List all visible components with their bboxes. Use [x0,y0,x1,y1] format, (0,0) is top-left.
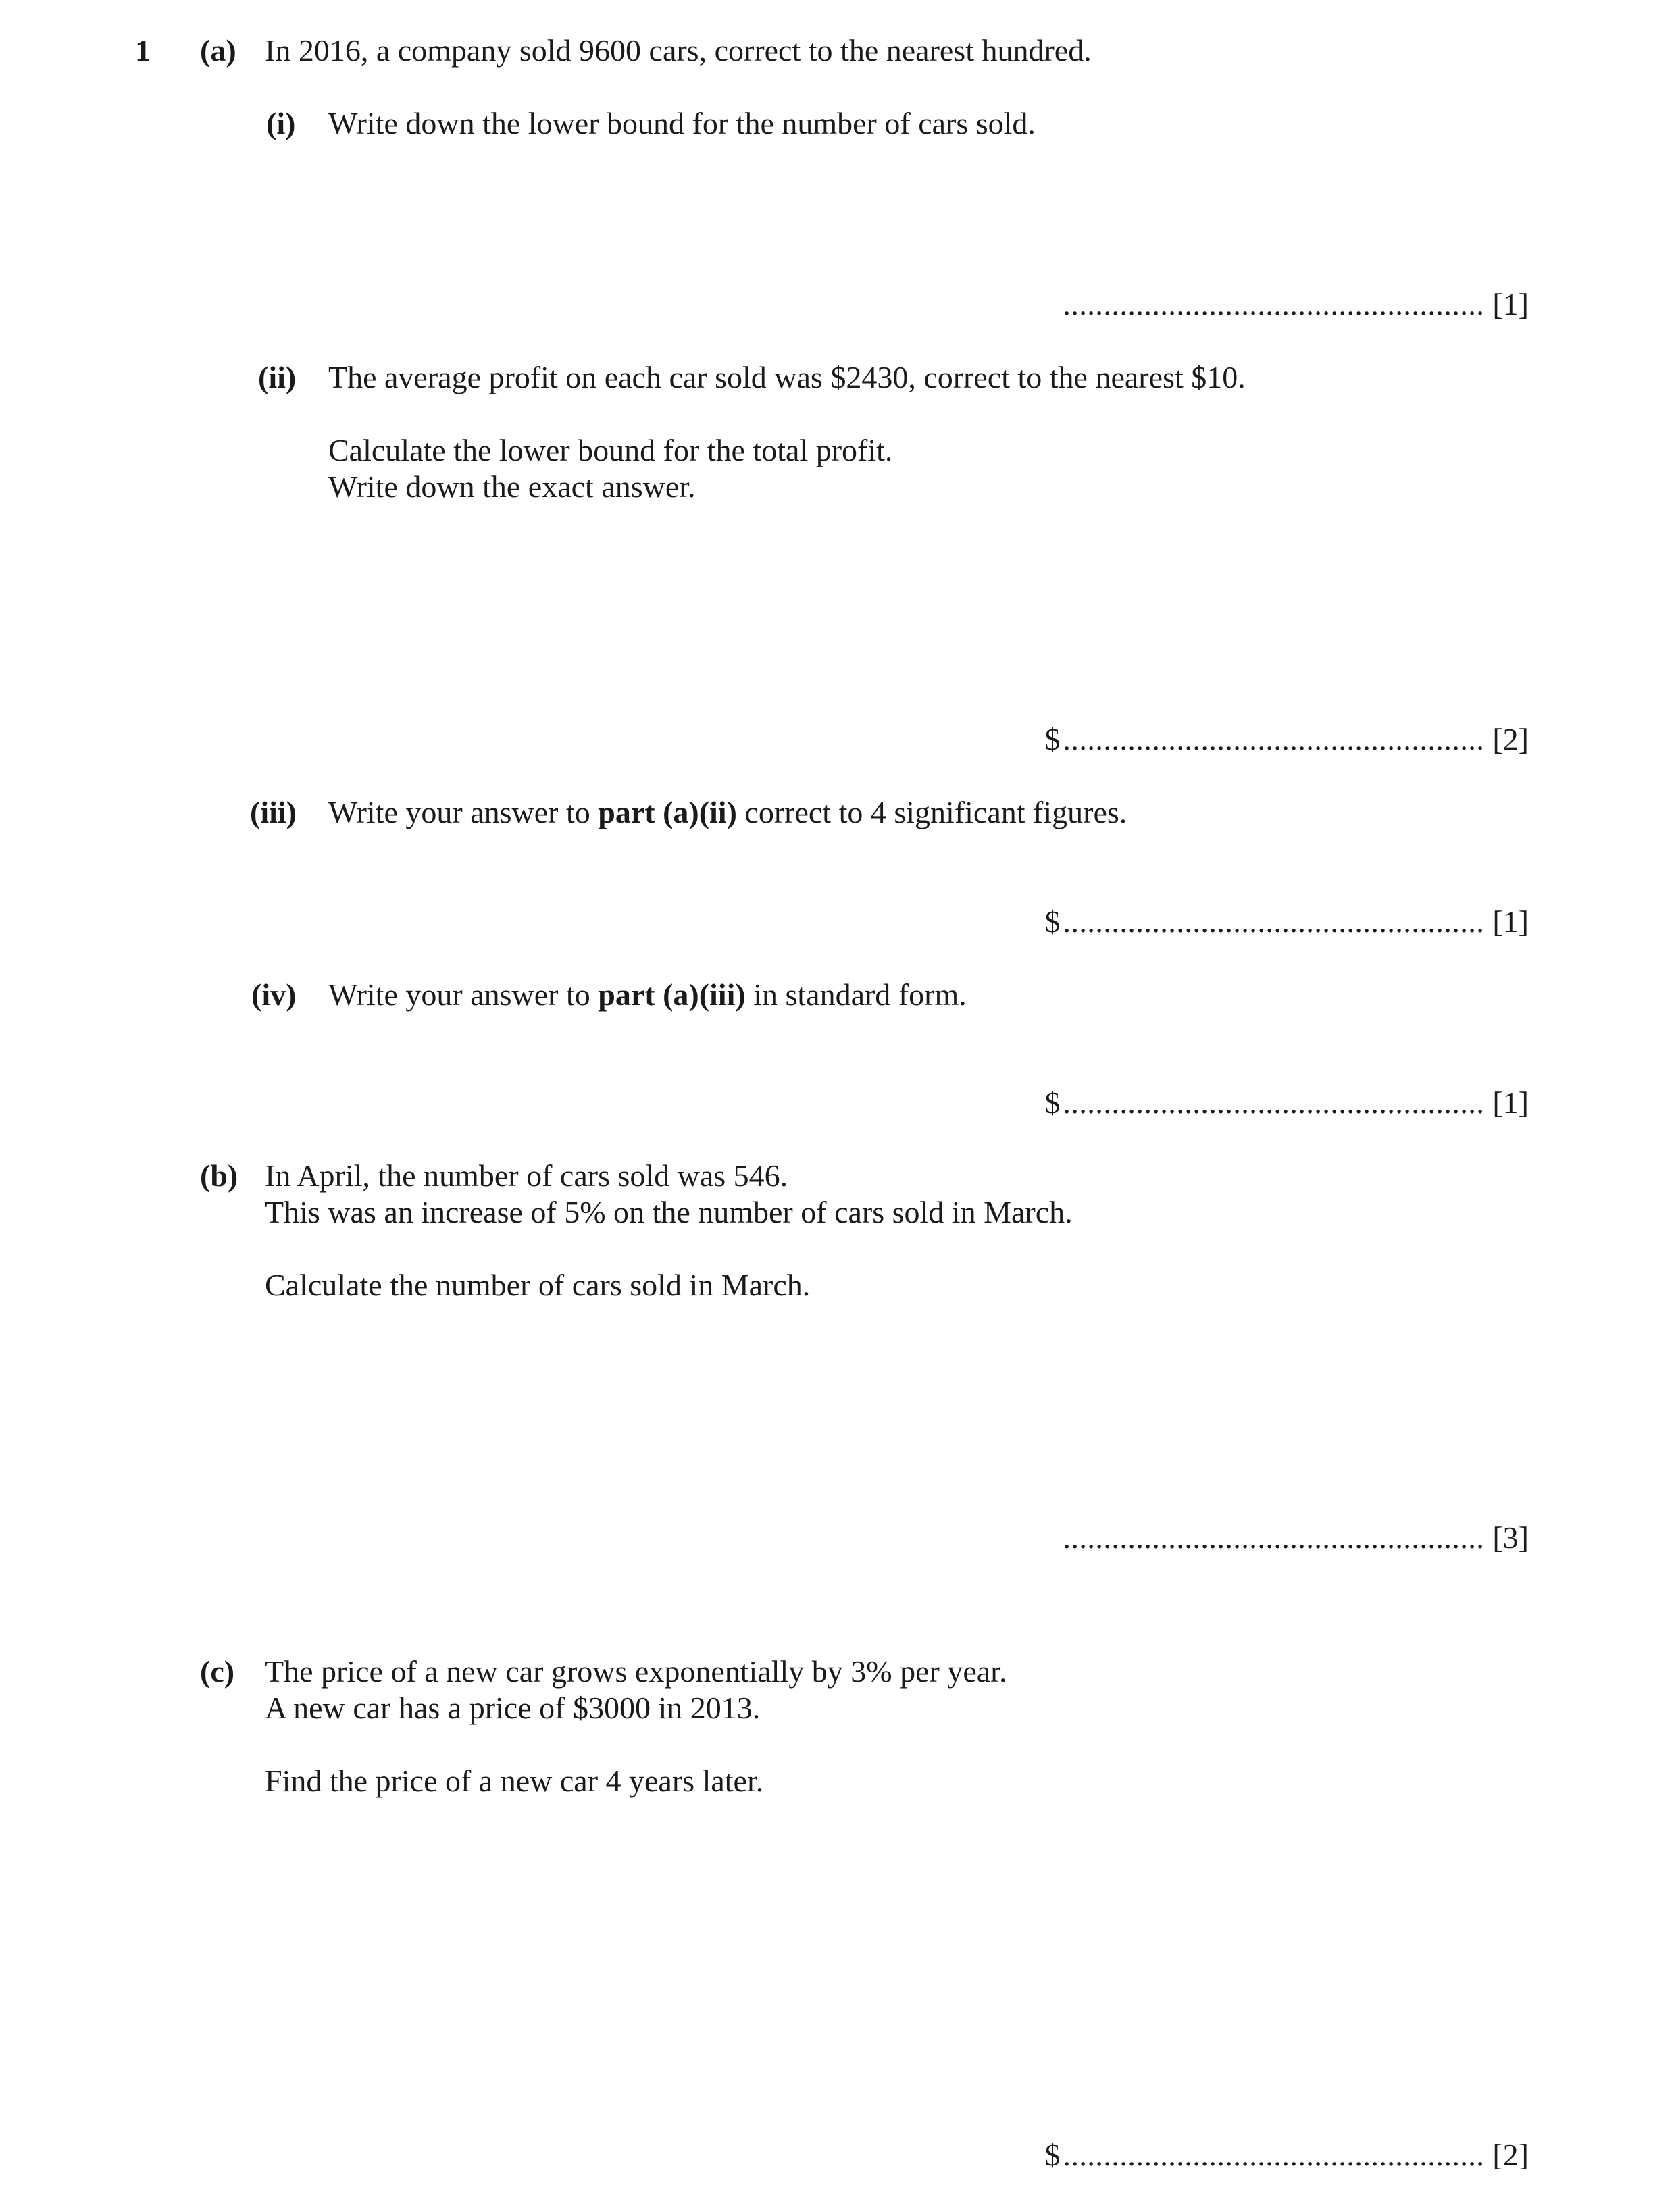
part-c-line3: Find the price of a new car 4 years later. [265,1764,764,1798]
part-a-label: (a) [200,33,236,68]
answer-prefix: $ [1044,1085,1061,1120]
part-reference: part (a)(ii) [598,795,737,829]
part-a-iv-text [328,979,967,1010]
answer-dots: .................................................... [1063,287,1485,321]
marks-label: [2] [1492,722,1529,756]
part-a-iv-text-after: in standard form. [745,977,967,1012]
marks-label: [1] [1492,904,1529,939]
answer-line-a-iii[interactable] [1044,906,1529,937]
marks-label: [1] [1492,287,1529,321]
part-c-line2: A new car has a price of $3000 in 2013. [265,1691,761,1725]
marks-label: [1] [1492,1085,1529,1120]
part-a-iv-label: (iv) [251,977,297,1012]
part-a-i-text: Write down the lower bound for the number of cars sold. [328,106,1036,140]
answer-line-b[interactable] [1060,1522,1529,1553]
answer-dots: .................................................... [1063,1520,1485,1555]
part-a-i-label: (i) [266,106,296,140]
part-a-iii-label: (iii) [250,795,297,829]
part-a-stem: In 2016, a company sold 9600 cars, correct to the nearest hundred. [265,33,1092,68]
answer-line-c[interactable] [1044,2140,1529,2171]
part-a-ii-label: (ii) [258,360,297,394]
part-a-iii-text-after: correct to 4 significant figures. [736,795,1127,829]
answer-prefix: $ [1044,722,1061,756]
part-reference: part (a)(iii) [598,977,746,1012]
part-a-ii-text-line3: Write down the exact answer. [328,469,696,504]
answer-line-a-i[interactable] [1060,289,1529,320]
part-b-line1: In April, the number of cars sold was 546. [265,1158,788,1193]
part-a-iv-text-before: Write your answer to [328,977,599,1012]
answer-dots: .................................................... [1063,2138,1485,2172]
part-a-iii-text [328,797,1127,828]
marks-label: [2] [1492,2138,1529,2172]
part-b-line3: Calculate the number of cars sold in March. [265,1268,811,1302]
marks-label: [3] [1492,1520,1529,1555]
part-c-line1: The price of a new car grows exponentially by 3% per year. [265,1654,1007,1689]
part-c-label: (c) [200,1654,235,1689]
answer-dots: .................................................... [1063,1085,1485,1120]
part-b-label: (b) [200,1158,238,1193]
part-b-line2: This was an increase of 5% on the number of cars sold in March. [265,1195,1073,1229]
answer-line-a-iv[interactable] [1044,1087,1529,1118]
answer-dots: .................................................... [1063,904,1485,939]
answer-prefix: $ [1044,904,1061,939]
question-number: 1 [135,33,151,68]
part-a-ii-text-line2: Calculate the lower bound for the total profit. [328,433,893,467]
part-a-iii-text-before: Write your answer to [328,795,599,829]
answer-line-a-ii[interactable] [1044,724,1529,755]
answer-prefix: $ [1044,2138,1061,2172]
answer-dots: .................................................... [1063,722,1485,756]
part-a-ii-text-line1: The average profit on each car sold was $2430, correct to the nearest $10. [328,360,1246,394]
